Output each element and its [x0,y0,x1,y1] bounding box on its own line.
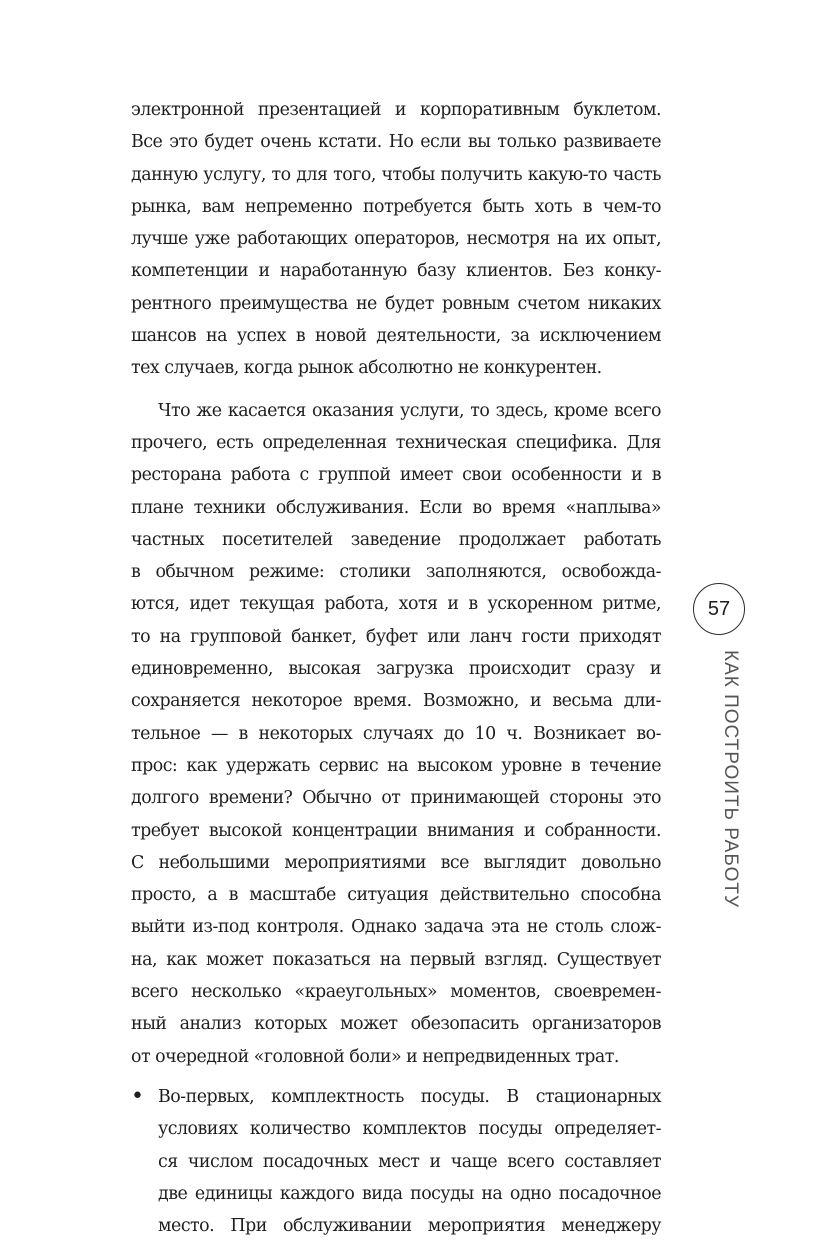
text-line: две единицы каждого вида посуды на одно посадочное [158,1183,661,1204]
text-line: ся числом посадочных мест и чаще всего составляет [158,1151,661,1172]
text-line: сохраняется некоторое время. Возможно, и весьма дли- [131,691,661,712]
text-line: ный анализ которых может обезопасить организаторов [131,1014,661,1035]
text-line: Что же касается оказания услуги, то здесь, кроме всего [158,400,661,421]
bullet-icon: • [131,1083,144,1109]
text-line: лучше уже работающих операторов, несмотря на их опыт, [131,229,661,250]
text-line: плане техники обслуживания. Если во время «наплыва» [131,497,661,518]
text-line: С небольшими мероприятиями все выглядит довольно [131,852,661,873]
paragraph-1 [131,94,661,385]
text-line: выйти из-под контроля. Однако задача эта не столь слож- [131,917,661,938]
text-line: единовременно, высокая загрузка происходит сразу и [131,659,661,680]
body-text [131,94,661,1242]
text-line: на, как может показаться на первый взгляд. Существует [131,949,661,970]
text-line: Все это будет очень кстати. Но если вы только развиваете [131,132,661,153]
text-line: Во-первых, комплектность посуды. В стационарных [158,1086,661,1107]
running-title: КАК ПОСТРОИТЬ РАБОТУ [720,650,741,909]
text-line: место. При обслуживании мероприятия менеджеру [158,1216,661,1237]
paragraph-2 [131,395,661,1073]
text-line: в обычном режиме: столики заполняются, освобожда- [131,562,661,583]
bullet-item [131,1081,661,1242]
page-number-badge [693,583,745,635]
text-line: данную услугу, то для того, чтобы получить какую-то часть [131,164,661,185]
text-line: электронной презентацией и корпоративным буклетом. [131,100,661,120]
text-line: то на групповой банкет, буфет или ланч гости приходят [131,626,661,647]
text-line: прочего, есть определенная техническая специфика. Для [131,432,661,453]
text-line: шансов на успех в новой деятельности, за исключением [131,326,661,347]
text-line: прос: как удержать сервис на высоком уровне в течение [131,755,661,776]
text-line: частных посетителей заведение продолжает работать [131,529,661,550]
text-line: просто, а в масштабе ситуация действительно способна [131,885,661,906]
text-line: рынка, вам непременно потребуется быть хоть в чем-то [131,196,661,217]
text-line: ются, идет текущая работа, хотя и в ускоренном ритме, [131,594,661,615]
text-line: ресторана работа с группой имеет свои особенности и в [131,465,661,486]
text-line: долгого времени? Обычно от принимающей стороны это [131,788,661,809]
text-line: рентного преимущества не будет ровным счетом никаких [131,293,661,314]
text-line: всего несколько «краеугольных» моментов, своевремен- [131,982,661,1003]
page-number: 57 [707,597,731,620]
text-line: тех случаев, когда рынок абсолютно не конкурентен. [131,358,602,379]
text-line: от очередной «головной боли» и непредвиденных трат. [131,1046,619,1067]
text-line: тельное — в некоторых случаях до 10 ч. Возникает во- [131,723,661,744]
text-line: компетенции и наработанную базу клиентов. Без конку- [131,261,661,282]
text-line: условиях количество комплектов посуды определяет- [158,1119,661,1140]
text-line: требует высокой концентрации внимания и собранности. [131,820,661,841]
